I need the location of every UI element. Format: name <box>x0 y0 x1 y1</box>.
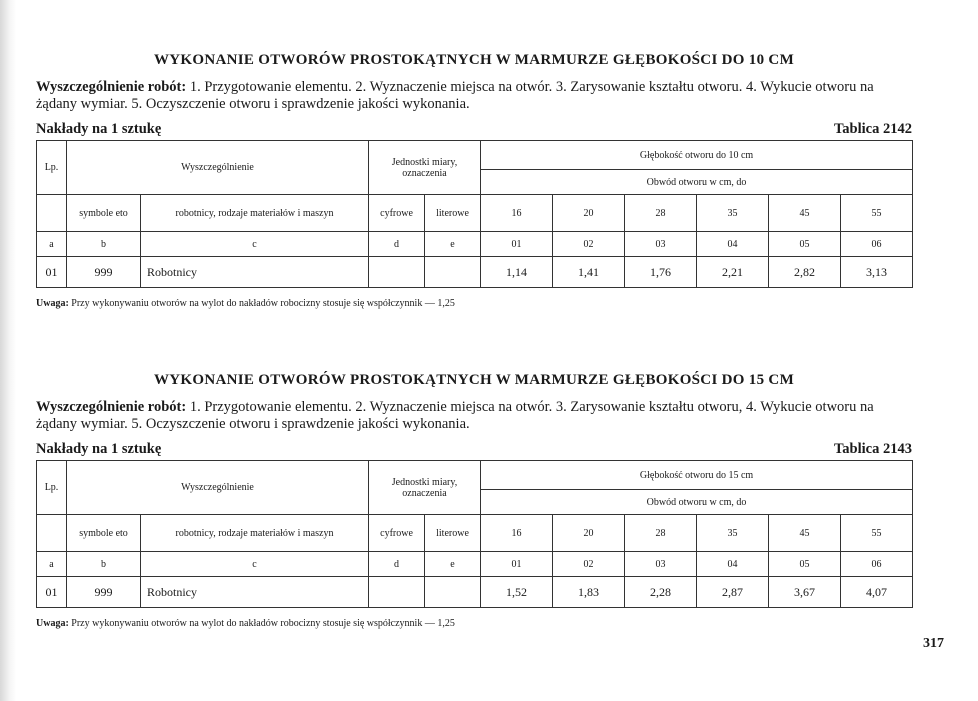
section-title: WYKONANIE OTWORÓW PROSTOKĄTNYCH W MARMURZE GŁĘBOKOŚCI DO 10 CM <box>153 52 795 68</box>
row-value: 2,87 <box>697 577 769 608</box>
header-lp-blank <box>37 515 67 552</box>
header-units: Jednostki miary, oznaczenia <box>369 461 481 515</box>
row-digital <box>369 257 425 288</box>
page-number: 317 <box>923 636 944 651</box>
letter-cell: a <box>37 232 67 257</box>
header-eto: symbole eto <box>67 195 141 232</box>
description-text: 1. Przygotowanie elementu. 2. Wyznaczenie miejsca na otwór. 3. Zarysowanie kształtu otworu, 4. Wykucie otworu na żądany wymiar. 5. Oczyszczenie otworu i sprawdzenie jakości wykonania. <box>36 399 874 432</box>
header-units: Jednostki miary, oznaczenia <box>369 141 481 195</box>
header-spec: Wyszczególnienie <box>67 141 369 195</box>
header-workers: robotnicy, rodzaje materiałów i maszyn <box>141 515 369 552</box>
letter-cell: b <box>67 552 141 577</box>
letter-cell: 06 <box>841 552 913 577</box>
outlays-row <box>36 121 912 138</box>
header-perimeter: Obwód otworu w cm, do <box>481 490 913 515</box>
row-literal <box>425 257 481 288</box>
letter-cell: 03 <box>625 552 697 577</box>
row-value: 2,82 <box>769 257 841 288</box>
header-depth: Głębokość otworu do 10 cm <box>481 141 913 170</box>
letter-cell: d <box>369 232 425 257</box>
header-literal: literowe <box>425 195 481 232</box>
note-text: Przy wykonywaniu otworów na wylot do nakładów robocizny stosuje się współczynnik — 1,25 <box>68 298 455 309</box>
letter-cell: e <box>425 552 481 577</box>
header-col: 35 <box>697 195 769 232</box>
row-eto: 999 <box>67 257 141 288</box>
letter-cell: 04 <box>697 552 769 577</box>
header-col: 55 <box>841 195 913 232</box>
letter-cell: 02 <box>553 232 625 257</box>
row-name: Robotnicy <box>141 257 369 288</box>
letter-cell: 05 <box>769 232 841 257</box>
header-digital: cyfrowe <box>369 195 425 232</box>
description-label: Wyszczególnienie robót: <box>36 399 187 415</box>
header-col: 35 <box>697 515 769 552</box>
letter-cell: b <box>67 232 141 257</box>
header-eto: symbole eto <box>67 515 141 552</box>
table-label: Tablica 2142 <box>833 121 912 137</box>
row-value: 1,41 <box>553 257 625 288</box>
table-row <box>37 577 913 608</box>
row-digital <box>369 577 425 608</box>
work-description <box>36 399 912 433</box>
norm-table <box>36 140 913 288</box>
row-value: 1,83 <box>553 577 625 608</box>
header-col: 20 <box>553 515 625 552</box>
letter-cell: 05 <box>769 552 841 577</box>
scan-edge-shadow <box>0 0 16 701</box>
row-value: 2,21 <box>697 257 769 288</box>
description-text: 1. Przygotowanie elementu. 2. Wyznaczenie miejsca na otwór. 3. Zarysowanie kształtu otworu. 4. Wykucie otworu na żądany wymiar. 5. Oczyszczenie otworu i sprawdzenie jakości wykonania. <box>36 79 874 112</box>
row-eto: 999 <box>67 577 141 608</box>
table-row <box>37 257 913 288</box>
row-name: Robotnicy <box>141 577 369 608</box>
note-label: Uwaga: <box>36 298 69 309</box>
header-lp: Lp. <box>37 461 67 515</box>
row-literal <box>425 577 481 608</box>
letter-cell: 01 <box>481 552 553 577</box>
section-title: WYKONANIE OTWORÓW PROSTOKĄTNYCH W MARMURZE GŁĘBOKOŚCI DO 15 CM <box>153 372 795 388</box>
header-workers: robotnicy, rodzaje materiałów i maszyn <box>141 195 369 232</box>
header-col: 45 <box>769 515 841 552</box>
header-col: 16 <box>481 515 553 552</box>
header-lp-blank <box>37 195 67 232</box>
table-label: Tablica 2143 <box>833 441 912 457</box>
header-literal: literowe <box>425 515 481 552</box>
row-value: 1,14 <box>481 257 553 288</box>
header-spec: Wyszczególnienie <box>67 461 369 515</box>
row-value: 1,76 <box>625 257 697 288</box>
row-value: 3,13 <box>841 257 913 288</box>
note-label: Uwaga: <box>36 618 69 629</box>
outlays-label: Nakłady na 1 sztukę <box>36 121 162 137</box>
header-col: 45 <box>769 195 841 232</box>
header-col: 20 <box>553 195 625 232</box>
header-col: 55 <box>841 515 913 552</box>
letter-cell: 01 <box>481 232 553 257</box>
outlays-label: Nakłady na 1 sztukę <box>36 441 162 457</box>
letter-cell: 04 <box>697 232 769 257</box>
letter-cell: d <box>369 552 425 577</box>
header-col: 28 <box>625 195 697 232</box>
header-col: 16 <box>481 195 553 232</box>
letter-cell: c <box>141 232 369 257</box>
row-value: 1,52 <box>481 577 553 608</box>
note-text: Przy wykonywaniu otworów na wylot do nakładów robocizny stosuje się współczynnik — 1,25 <box>68 618 455 629</box>
row-lp: 01 <box>37 577 67 608</box>
section-table-2143 <box>36 372 912 629</box>
row-value: 3,67 <box>769 577 841 608</box>
letter-cell: a <box>37 552 67 577</box>
header-col: 28 <box>625 515 697 552</box>
letter-cell: 02 <box>553 552 625 577</box>
outlays-row <box>36 441 912 458</box>
description-label: Wyszczególnienie robót: <box>36 79 187 95</box>
section-table-2142 <box>36 52 912 309</box>
norm-table <box>36 460 913 608</box>
row-value: 4,07 <box>841 577 913 608</box>
row-lp: 01 <box>37 257 67 288</box>
row-value: 2,28 <box>625 577 697 608</box>
header-lp: Lp. <box>37 141 67 195</box>
letter-cell: e <box>425 232 481 257</box>
header-depth: Głębokość otworu do 15 cm <box>481 461 913 490</box>
letter-cell: 06 <box>841 232 913 257</box>
table-note <box>36 298 912 309</box>
letter-cell: c <box>141 552 369 577</box>
work-description <box>36 79 912 113</box>
letter-cell: 03 <box>625 232 697 257</box>
table-note <box>36 618 912 629</box>
header-perimeter: Obwód otworu w cm, do <box>481 170 913 195</box>
header-digital: cyfrowe <box>369 515 425 552</box>
